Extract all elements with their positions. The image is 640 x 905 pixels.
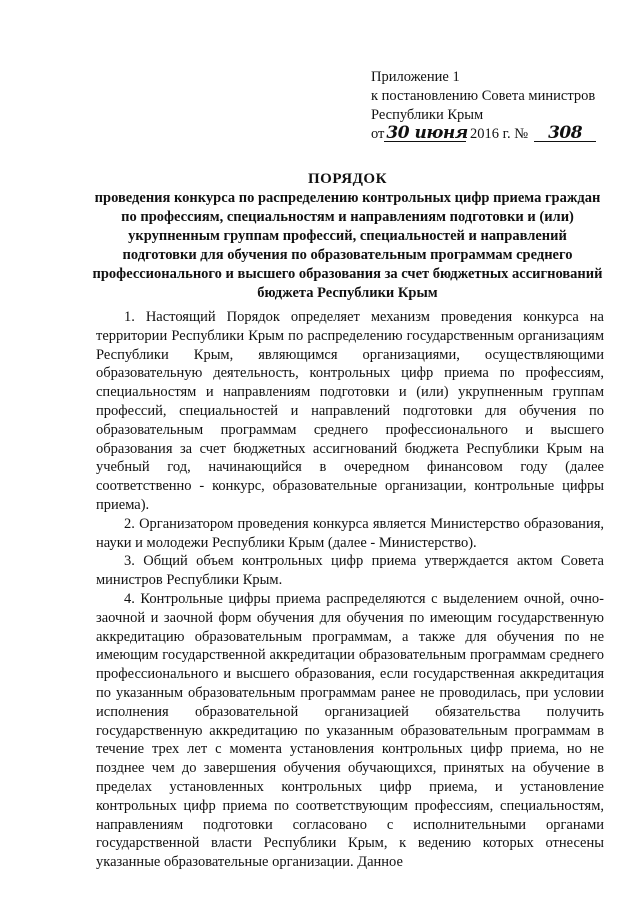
paragraph-2: 2. Организатором проведения конкурса является Министерство образования, науки и молодежи Республики Крым (далее - Министерство). bbox=[96, 515, 604, 551]
appendix-header bbox=[371, 68, 611, 144]
paragraph-1: 1. Настоящий Порядок определяет механизм проведения конкурса на территории Республики Крым по распределению государственным организациям Республики Крым, являющимся организациями, осуществляющими образовательную деятельность, контрольных цифр приема по профессиям, специальностям и направлениям подготовки и (или) укрупненным группам профессий, специальностей и направлений подготовки для обучения по образовательным программам среднего профессионального и высшего образования за счет бюджетных ассигнований бюджета Республики Крым на учебный год, начинающийся в очередном финансовом году (далее соответственно - конкурс, образовательные организации, контрольные цифры приема). bbox=[96, 309, 604, 513]
title-subtitle: проведения конкурса по распределению контрольных цифр приема граждан по профессиям, специальностям и направлениям подготовки и (или) укрупненным группам профессий, специальностей и направлений подготовки для обучения по образовательным программам среднего профессионального и высшего образования за счет бюджетных ассигнований бюджета Республики Крым bbox=[92, 190, 603, 301]
handwritten-number: 308 bbox=[534, 125, 596, 142]
appendix-line-2: к постановлению Совета министров bbox=[371, 88, 596, 104]
appendix-line-1: Приложение 1 bbox=[371, 69, 460, 85]
appendix-line-3: Республики Крым bbox=[371, 107, 484, 123]
paragraph-4: 4. Контрольные цифры приема распределяются с выделением очной, очно-заочной и заочной форм обучения для обучения по имеющим государственную аккредитацию образовательным программам, а также для обучения по не имеющим государственной аккредитации образовательным программам среднего профессионального и высшего образования, если государственная аккредитация по указанным образовательным программам ранее не проводилась, при условии исполнения образовательной организацией обязательства получить государственную аккредитацию по указанным образовательным программам в течение трех лет с момента установления контрольных цифр приема, но не позднее чем до завершения обучения обучающихся, принятых на обучение в пределах установленных контрольных цифр приема, и установление контрольных цифр приема по соответствующим профессиям, специальностям, направлениям подготовки согласовано с исполнительными органами государственной власти Республики Крым, к ведению которых отнесены указанные образовательные организации. Данное bbox=[96, 590, 604, 871]
paragraph-3: 3. Общий объем контрольных цифр приема утверждается актом Совета министров Республики Крым. bbox=[96, 553, 604, 589]
document-title bbox=[90, 170, 605, 303]
appendix-date-line bbox=[371, 125, 611, 144]
year-text: 2016 г. № bbox=[470, 126, 529, 142]
title-main: ПОРЯДОК bbox=[308, 171, 387, 187]
document-body bbox=[96, 308, 604, 872]
handwritten-date: 30 июня bbox=[386, 123, 468, 143]
from-prefix: от bbox=[371, 126, 385, 142]
